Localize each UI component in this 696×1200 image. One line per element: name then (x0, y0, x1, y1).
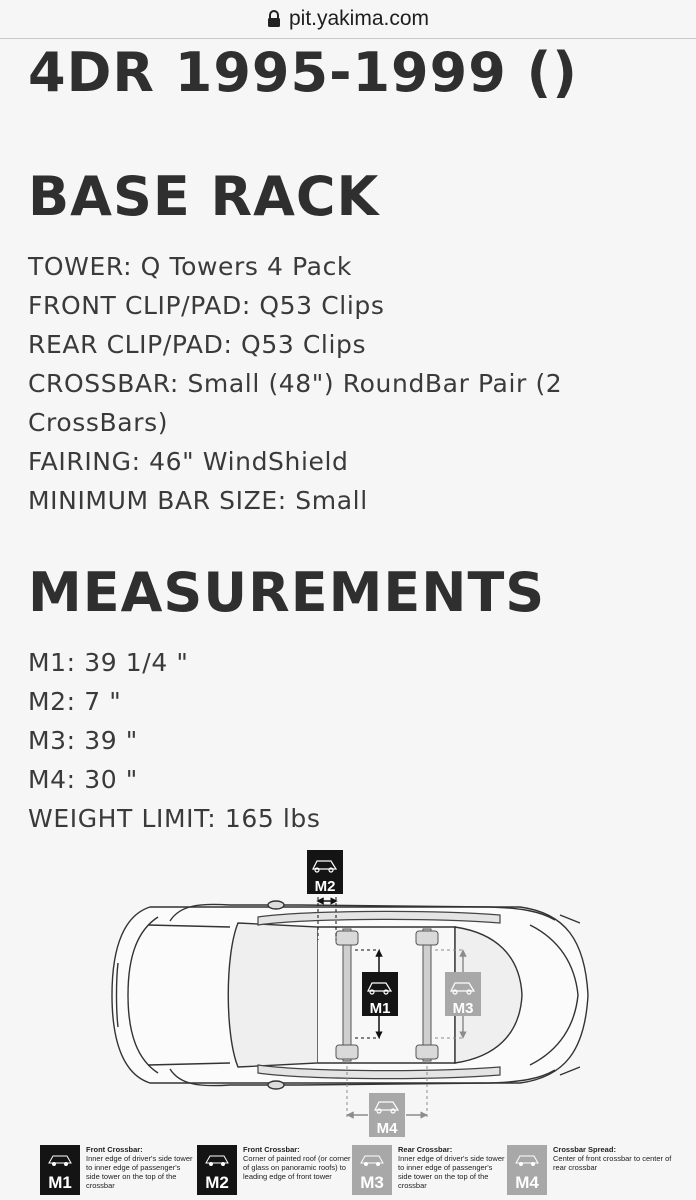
car-icon (204, 1153, 230, 1167)
car-icon (47, 1153, 73, 1167)
spec-min-bar-size: MINIMUM BAR SIZE: Small (28, 486, 368, 515)
legend-m3 (352, 1145, 508, 1200)
m3-legend-badge: M3 (352, 1145, 392, 1195)
measurements-heading: MEASUREMENTS (28, 561, 546, 624)
m1-badge (362, 972, 398, 1017)
legend-text: Corner of painted roof (or corner of glass on panoramic roofs) to leading edge of front tower (243, 1154, 351, 1181)
weight-limit: WEIGHT LIMIT: 165 lbs (28, 804, 321, 833)
measure-m1: M1: 39 1/4 " (28, 648, 189, 677)
car-icon (359, 1153, 385, 1167)
spec-tower: TOWER: Q Towers 4 Pack (28, 252, 353, 281)
spec-crossbar: CROSSBAR: Small (48") RoundBar Pair (2 (28, 369, 563, 398)
spec-fairing: FAIRING: 46" WindShield (28, 447, 349, 476)
legend-text: Center of front crossbar to center of rear crossbar (553, 1154, 672, 1172)
spec-front-clip: FRONT CLIP/PAD: Q53 Clips (28, 291, 385, 320)
url-text: pit.yakima.com (288, 7, 430, 30)
m3-label: M3 (452, 1000, 474, 1017)
base-rack-heading: BASE RACK (28, 165, 380, 228)
m3-badge (445, 972, 481, 1017)
legend-m4 (507, 1145, 683, 1200)
m4-label: M4 (376, 1120, 398, 1137)
m2-legend-badge: M2 (197, 1145, 237, 1195)
vehicle-title: 4DR 1995-1999 () (28, 41, 578, 104)
legend-title: Crossbar Spread: (553, 1145, 616, 1154)
measure-m4: M4: 30 " (28, 765, 138, 794)
legend-title: Rear Crossbar: (398, 1145, 453, 1154)
m4-legend-badge: M4 (507, 1145, 547, 1195)
legend-m1 (40, 1145, 196, 1200)
legend-text: Inner edge of driver's side tower to inner edge of passenger's side tower on the top of the crossbar (398, 1154, 505, 1190)
measure-m3: M3: 39 " (28, 726, 138, 755)
legend-text: Inner edge of driver's side tower to inner edge of passenger's side tower on the top of the crossbar (86, 1154, 193, 1190)
m1-legend-badge: M1 (40, 1145, 80, 1195)
m4-badge (369, 1093, 405, 1137)
measure-m2: M2: 7 " (28, 687, 122, 716)
spec-crossbar-cont: CrossBars) (28, 408, 169, 437)
legend-title: Front Crossbar: (86, 1145, 143, 1154)
legend-m2 (197, 1145, 353, 1200)
m2-label: M2 (314, 878, 336, 895)
base-rack-list (28, 247, 678, 520)
m2-badge (307, 850, 343, 895)
legend-title: Front Crossbar: (243, 1145, 300, 1154)
spec-rear-clip: REAR CLIP/PAD: Q53 Clips (28, 330, 367, 359)
address-bar[interactable] (0, 0, 696, 39)
m1-label: M1 (369, 1000, 391, 1017)
vehicle-measurement-diagram (0, 845, 696, 1140)
lock-icon (267, 10, 281, 28)
measurements-list (28, 643, 678, 838)
car-icon (514, 1153, 540, 1167)
